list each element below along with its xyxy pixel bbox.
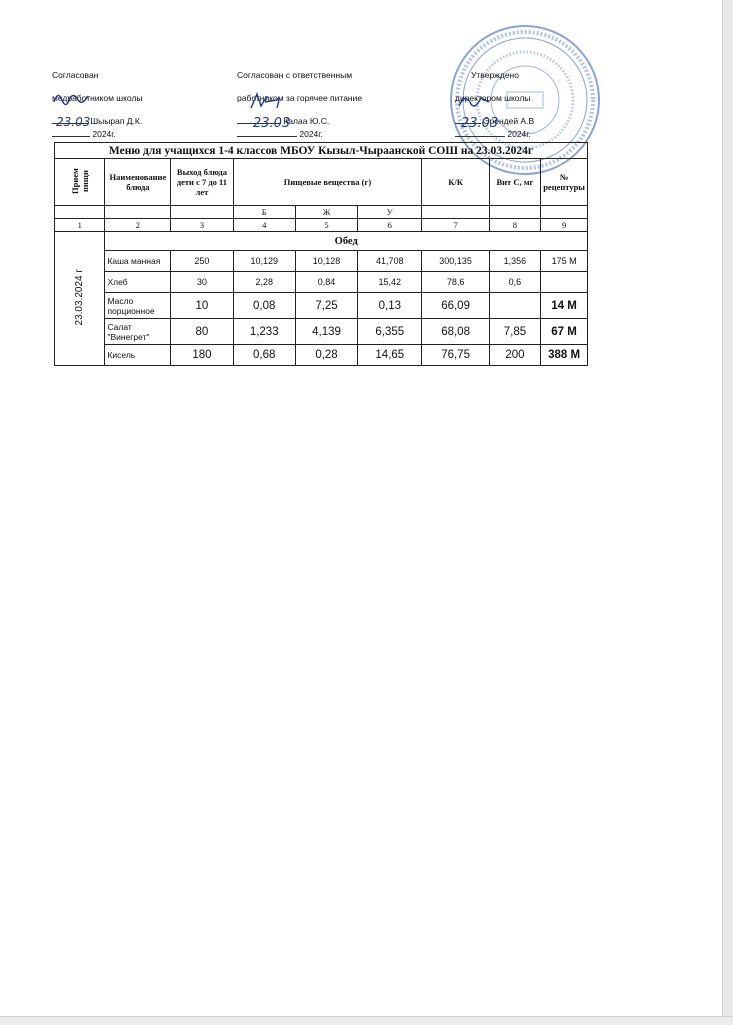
dish-vitamin: 7,85	[489, 319, 540, 345]
header-carbs: У	[358, 206, 422, 219]
dish-carbs: 0,13	[358, 293, 422, 319]
scan-edge-right	[722, 0, 733, 1024]
dish-name: Салат "Винегрет"	[105, 319, 171, 345]
header-output: Выход блюда дети с 7 до 11 лет	[171, 159, 233, 206]
dish-name: Кисель	[105, 345, 171, 366]
dish-kk: 68,08	[422, 319, 489, 345]
approval-year: 2024г.	[92, 129, 116, 139]
column-number: 3	[171, 219, 233, 232]
dish-protein: 0,68	[233, 345, 295, 366]
dish-carbs: 6,355	[358, 319, 422, 345]
meal-title: Обед	[105, 232, 588, 251]
dish-fat: 10,128	[295, 251, 357, 272]
dish-protein: 2,28	[233, 272, 295, 293]
handwritten-signature	[52, 88, 92, 108]
signatory-name: Эрендей А.В	[483, 116, 535, 126]
empty-cell	[422, 206, 489, 219]
signatory-name: Шыырап Д.К.	[90, 116, 143, 126]
dish-kk: 78,6	[422, 272, 489, 293]
dish-name: Масло порционное	[105, 293, 171, 319]
dish-fat: 0,28	[295, 345, 357, 366]
dish-recipe: 175 М	[541, 251, 588, 272]
empty-cell	[55, 206, 105, 219]
header-recipe: № рецептуры	[541, 159, 588, 206]
handwritten-signature	[455, 90, 495, 112]
approval-medical	[52, 64, 143, 146]
column-number: 9	[541, 219, 588, 232]
dish-recipe: 67 М	[541, 319, 588, 345]
dish-output: 80	[171, 319, 233, 345]
dish-kk: 300,135	[422, 251, 489, 272]
table-row	[55, 319, 588, 345]
svg-text:23.03: 23.03	[253, 116, 291, 131]
header-dish: Наименование блюда	[105, 159, 171, 206]
header-vitamin: Вит С, мг	[489, 159, 540, 206]
dish-fat: 0,84	[295, 272, 357, 293]
dish-recipe	[541, 272, 588, 293]
dish-output: 250	[171, 251, 233, 272]
table-row	[55, 345, 588, 366]
dish-carbs: 14,65	[358, 345, 422, 366]
dish-output: 10	[171, 293, 233, 319]
dish-kk: 66,09	[422, 293, 489, 319]
signatory-name: Калаа Ю.С.	[283, 116, 330, 126]
dish-protein: 0,08	[233, 293, 295, 319]
header-meal: Прием пищи	[55, 159, 105, 206]
svg-text:23.03: 23.03	[461, 116, 499, 131]
empty-cell	[105, 206, 171, 219]
dish-carbs: 15,42	[358, 272, 422, 293]
menu-caption: Меню для учащихся 1-4 классов МБОУ Кызыл-Чыраанской СОШ на 23.03.2024г	[55, 143, 588, 159]
handwritten-signature	[247, 90, 287, 112]
empty-cell	[541, 206, 588, 219]
empty-cell	[489, 206, 540, 219]
approval-title: Утверждено	[471, 70, 519, 80]
header-fat: Ж	[295, 206, 357, 219]
dish-output: 30	[171, 272, 233, 293]
table-row	[55, 272, 588, 293]
svg-text:23.03: 23.03	[56, 115, 91, 129]
handwritten-date	[459, 114, 509, 132]
table-row	[55, 293, 588, 319]
empty-cell	[171, 206, 233, 219]
approval-year: 2024г.	[507, 129, 531, 139]
dish-vitamin: 200	[489, 345, 540, 366]
header-nutrients: Пищевые вещества (г)	[233, 159, 422, 206]
table-row	[55, 251, 588, 272]
approval-director	[455, 64, 534, 146]
dish-vitamin	[489, 293, 540, 319]
approval-role: работником за горячее питание	[237, 93, 363, 103]
column-number: 5	[295, 219, 357, 232]
column-number: 4	[233, 219, 295, 232]
column-number: 1	[55, 219, 105, 232]
column-number: 8	[489, 219, 540, 232]
handwritten-date	[251, 114, 301, 132]
column-number: 7	[422, 219, 489, 232]
dish-name: Хлеб	[105, 272, 171, 293]
dish-vitamin: 1,356	[489, 251, 540, 272]
column-number: 6	[358, 219, 422, 232]
dish-protein: 1,233	[233, 319, 295, 345]
dish-name: Каша манная	[105, 251, 171, 272]
dish-output: 180	[171, 345, 233, 366]
dish-protein: 10,129	[233, 251, 295, 272]
dish-carbs: 41,708	[358, 251, 422, 272]
dish-fat: 7,25	[295, 293, 357, 319]
approval-food-responsible	[237, 64, 362, 146]
dish-recipe: 388 М	[541, 345, 588, 366]
header-protein: Б	[233, 206, 295, 219]
header-kk: К/К	[422, 159, 489, 206]
dish-fat: 4,139	[295, 319, 357, 345]
approval-year: 2024г.	[299, 129, 323, 139]
approval-role: директором школы	[455, 93, 531, 103]
column-number: 2	[105, 219, 171, 232]
approval-role: медработником школы	[52, 93, 143, 103]
dish-recipe: 14 М	[541, 293, 588, 319]
dish-vitamin: 0,6	[489, 272, 540, 293]
approval-title: Согласован	[52, 70, 99, 80]
date-cell: 23.03.2024 г	[55, 232, 105, 366]
menu-table	[54, 142, 588, 366]
dish-kk: 76,75	[422, 345, 489, 366]
handwritten-date	[54, 114, 100, 130]
approval-title: Согласован с ответственным	[237, 70, 353, 80]
